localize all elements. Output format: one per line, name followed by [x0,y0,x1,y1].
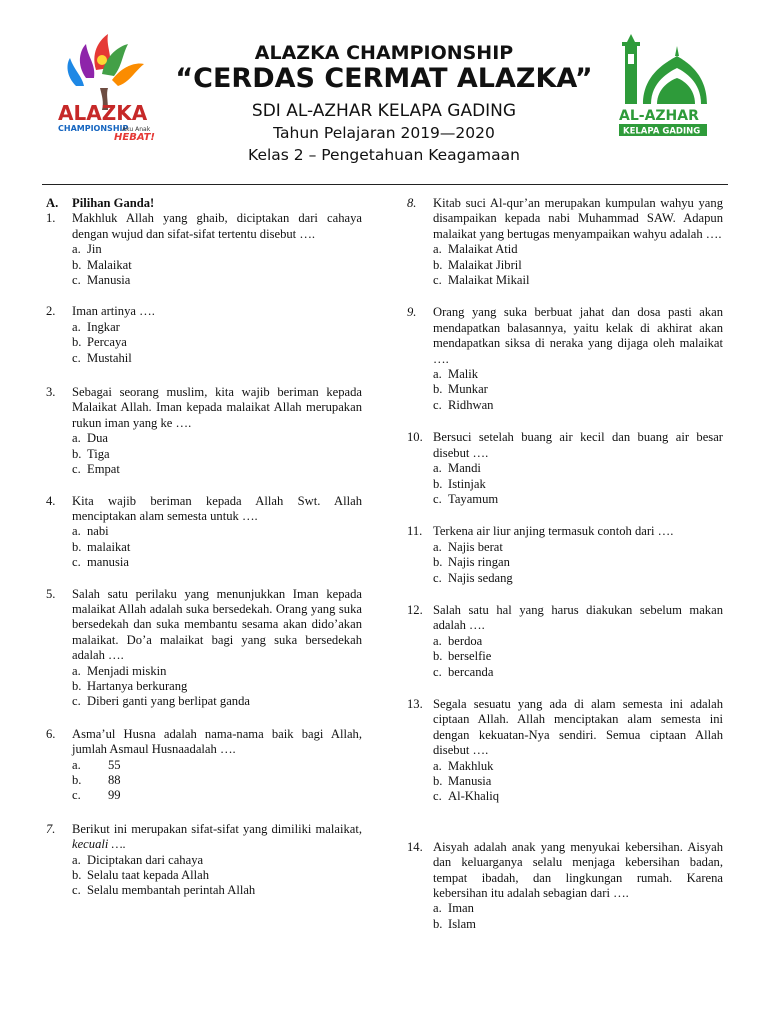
question-text: Orang yang suka berbuat jahat dan dosa pasti akan mendapatkan balasannya, yaitu kelak di akhirat akan mendapatkan siksa di neraka yang dijaga oleh malaikat …. [433,305,723,366]
question-number: 12. [407,602,423,617]
question-text: Berikut ini merupakan sifat-sifat yang dimiliki malaikat, kecuali …. [72,821,362,852]
question-text: Asma’ul Husna adalah nama-nama baik bagi Allah, jumlah Asmaul Husnaadalah …. [72,726,362,757]
answer-option: b. Malaikat Jibril [433,257,522,272]
question-number: 14. [407,839,423,854]
svg-text:Aku Anak: Aku Anak [122,126,151,133]
answer-option: c. Mustahil [72,350,132,365]
question-number: 9. [407,305,417,320]
svg-text:CHAMPIONSHIP: CHAMPIONSHIP [58,124,129,133]
question-text: Bersuci setelah buang air kecil dan buang air besar disebut …. [433,430,723,460]
question-text: Kitab suci Al-qur’an merupakan kumpulan wahyu yang disampaikan kepada nabi Muhammad SAW. Adapun malaikat yang bertugas menyampaikan wahyu adalah …. [433,196,723,241]
question-item [407,840,723,932]
right-column [407,196,723,932]
header-line-1: ALAZKA CHAMPIONSHIP [254,42,514,64]
answer-option: b. Istinjak [433,476,486,491]
question-item [46,304,362,366]
question-number: 3. [46,385,56,400]
answer-option: a. Iman [433,901,474,916]
question-text: Aisyah adalah anak yang menyukai kebersihan. Aisyah dan keluarganya selalu menjaga kebersihan badan, tempat ibadah, dan lingkungan rumah. Karena kebersihan itu adalah sebagian dari …. [433,839,723,901]
answer-option: a. Malik [433,367,479,382]
answer-option: b. 88 [72,773,121,787]
answer-option: c. Empat [72,462,120,477]
answer-option: b. Tiga [72,446,110,461]
question-item [46,587,362,710]
question-number: 8. [407,196,417,210]
answer-option: a. Makhluk [433,758,494,773]
answer-option: b. Malaikat [72,257,132,272]
svg-text:ALAZKA: ALAZKA [58,101,148,125]
answer-option: a. Malaikat Atid [433,242,518,257]
question-item [407,305,723,413]
answer-option: b. Manusia [433,774,492,788]
header-divider [42,184,728,185]
question-item [46,385,362,477]
answer-option: a. Najis berat [433,539,503,554]
question-item [407,196,723,288]
answer-option: c. bercanda [433,664,494,679]
question-text: Sebagai seorang muslim, kita wajib beriman kepada Malaikat Allah. Iman kepada malaikat Allah merupakan rukun iman yang ke …. [72,385,362,430]
answer-option: c. Tayamum [433,491,499,506]
answer-option: c. Ridhwan [433,397,494,412]
question-number: 6. [46,726,56,741]
question-number: 7. [46,821,56,836]
question-item [46,211,362,288]
answer-option: b. Islam [433,916,476,931]
question-number: 10. [407,430,423,445]
answer-option: b. Najis ringan [433,555,510,570]
answer-option: c. 99 [72,788,121,803]
svg-text:HEBAT!: HEBAT! [114,132,155,142]
answer-option: a. berdoa [433,633,483,648]
answer-option: b. Percaya [72,335,127,350]
question-text: Salah satu perilaku yang menunjukkan Iman kepada malaikat Allah adalah suka bersedekah. Orang yang suka bersedekah dan suka membantu sesama akan dido’akan malaikat. Do’a malaikat bagi yang suka bersedekah adalah …. [72,586,362,663]
header-line-2: “CERDAS CERMAT ALAZKA” [175,63,593,94]
answer-option: c. Malaikat Mikail [433,273,530,288]
question-number: 2. [46,304,56,319]
answer-option: b. malaikat [72,539,131,554]
answer-option: c. manusia [72,555,129,570]
question-item [407,430,723,507]
question-item [407,697,723,805]
answer-option: a. Diciptakan dari cahaya [72,852,204,867]
section-heading: A. Pilihan Ganda! [46,196,155,210]
question-emphasis: kecuali …. [72,837,126,852]
header-line-4: Tahun Pelajaran 2019—2020 [273,124,495,142]
question-text: Makhluk Allah yang ghaib, diciptakan dari cahaya dengan wujud dan sifat-sifat tertentu disebut …. [72,211,362,241]
left-column [46,196,362,899]
answer-option: b. Hartanya berkurang [72,678,188,693]
question-text: Salah satu hal yang harus diakukan sebelum makan adalah …. [433,602,723,633]
answer-option: a. 55 [72,757,121,772]
question-text: Terkena air liur anjing termasuk contoh dari …. [433,524,674,539]
header-line-3: SDI AL-AZHAR KELAPA GADING [251,101,517,121]
answer-option: b. Munkar [433,382,488,397]
question-item [46,494,362,571]
answer-option: a. Mandi [433,461,481,476]
svg-text:KELAPA GADING: KELAPA GADING [623,126,701,137]
answer-option: a. Dua [72,431,108,446]
answer-option: a. Ingkar [72,319,120,334]
question-item [407,524,723,586]
question-text: Segala sesuatu yang ada di alam semesta ini adalah ciptaan Allah. Allah menciptakan alam semesta ini dengan kekuatan-Nya sendiri. Semua ciptaan Allah disebut …. [433,696,723,758]
question-text: Iman artinya …. [72,304,155,319]
question-number: 11. [407,524,423,539]
question-item [46,727,362,804]
question-number: 1. [46,211,56,226]
answer-option: c. Manusia [72,273,131,288]
answer-option: a. Jin [72,242,102,257]
answer-option: b. berselfie [433,649,492,664]
question-number: 5. [46,586,56,601]
header-line-5: Kelas 2 – Pengetahuan Keagamaan [248,146,520,164]
answer-option: a. Menjadi miskin [72,663,167,678]
answer-option: c. Al-Khaliq [433,789,500,804]
answer-option: c. Selalu membantah perintah Allah [72,883,256,898]
question-number: 4. [46,493,56,508]
answer-option: c. Najis sedang [433,570,513,585]
question-text: Kita wajib beriman kepada Allah Swt. Allah menciptakan alam semesta untuk …. [72,493,362,523]
question-item [46,822,362,899]
answer-option: a. nabi [72,524,109,539]
answer-option: b. Selalu taat kepada Allah [72,868,210,883]
svg-text:AL-AZHAR: AL-AZHAR [619,108,699,124]
answer-option: c. Diberi ganti yang berlipat ganda [72,694,250,709]
question-item [407,603,723,680]
question-number: 13. [407,696,423,711]
